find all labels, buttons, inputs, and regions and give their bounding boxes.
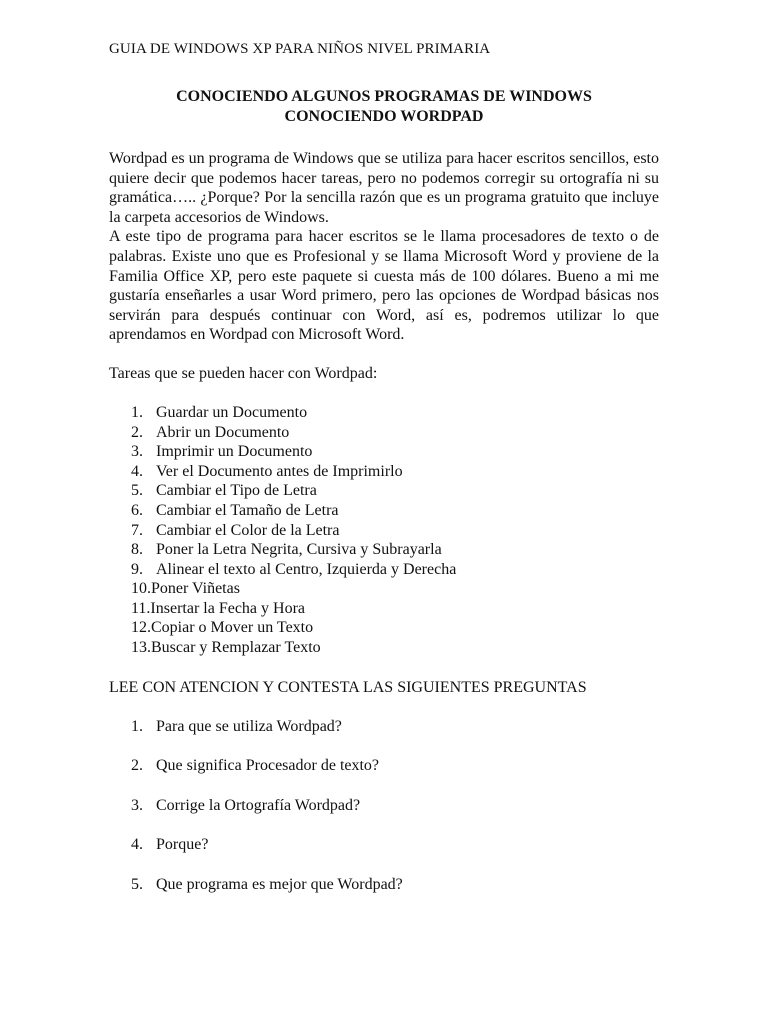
question-item: [109, 835, 659, 855]
intro-paragraph: [109, 149, 659, 345]
list-item: [109, 462, 659, 482]
list-item-number: 5.: [131, 482, 143, 500]
list-item-number: 12.: [131, 619, 151, 637]
list-item-text: Alinear el texto al Centro, Izquierda y Derecha: [156, 560, 457, 578]
intro-text-2: A este tipo de programa para hacer escritos se le llama procesadores de texto o de palabras. Existe uno que es Profesional y se llama Microsoft Word y proviene de la Familia Office XP, pero este paquete si cuesta más de 100 dólares. Bueno a mi me gustaría enseñarles a usar Word primero, pero las opciones de Wordpad básicas nos servirán para después continuar con Word, así es, podremos utilizar lo que aprendamos en Wordpad con Microsoft Word.: [109, 228, 659, 344]
list-item-number: 10.: [131, 580, 151, 598]
tasks-list: [109, 403, 659, 658]
list-item-text: Buscar y Remplazar Texto: [151, 639, 321, 657]
list-item: [109, 501, 659, 521]
list-item-number: 4.: [131, 462, 143, 480]
question-number: 5.: [131, 876, 143, 894]
question-item: [109, 875, 659, 895]
document-title: [109, 87, 659, 127]
list-item-text: Cambiar el Tamaño de Letra: [156, 501, 339, 519]
list-item: [109, 481, 659, 501]
questions-list: [109, 717, 659, 895]
question-item: [109, 796, 659, 816]
intro-text-1: Wordpad es un programa de Windows que se utiliza para hacer escritos sencillos, esto quiere decir que podemos hacer tareas, pero no podemos corregir su ortografía ni su gramática….. ¿Porque? Por la sencilla razón que es un programa gratuito que incluye la carpeta accesorios de Windows.: [109, 150, 659, 226]
list-item: [109, 599, 659, 619]
title-line-1: CONOCIENDO ALGUNOS PROGRAMAS DE WINDOWS: [176, 88, 592, 105]
list-item: [109, 560, 659, 580]
question-number: 3.: [131, 796, 143, 814]
list-item-text: Abrir un Documento: [156, 423, 290, 441]
list-item-number: 3.: [131, 443, 143, 461]
questions-heading: LEE CON ATENCION Y CONTESTA LAS SIGUIENTES PREGUNTAS: [109, 678, 587, 696]
question-number: 1.: [131, 717, 143, 735]
list-item-number: 9.: [131, 560, 143, 578]
list-item-text: Copiar o Mover un Texto: [151, 619, 314, 637]
list-item: [109, 618, 659, 638]
list-item: [109, 403, 659, 423]
list-item-text: Poner la Letra Negrita, Cursiva y Subrayarla: [156, 541, 442, 559]
question-text: Corrige la Ortografía Wordpad?: [156, 796, 361, 814]
list-item-text: Cambiar el Tipo de Letra: [156, 482, 317, 500]
question-number: 2.: [131, 757, 143, 775]
running-header: GUIA DE WINDOWS XP PARA NIÑOS NIVEL PRIMARIA: [109, 41, 491, 57]
question-text: Porque?: [156, 836, 209, 854]
list-item-text: Cambiar el Color de la Letra: [156, 521, 340, 539]
list-item: [109, 442, 659, 462]
list-item-number: 2.: [131, 423, 143, 441]
list-item-number: 6.: [131, 501, 143, 519]
list-item: [109, 423, 659, 443]
list-item: [109, 540, 659, 560]
question-item: [109, 756, 659, 776]
question-text: Para que se utiliza Wordpad?: [156, 717, 342, 735]
question-text: Que significa Procesador de texto?: [156, 757, 380, 775]
list-item-number: 7.: [131, 521, 143, 539]
list-item-text: Guardar un Documento: [156, 403, 308, 421]
list-item-number: 8.: [131, 541, 143, 559]
list-item: [109, 638, 659, 658]
question-number: 4.: [131, 836, 143, 854]
question-item: [109, 717, 659, 737]
tasks-heading: Tareas que se pueden hacer con Wordpad:: [109, 364, 378, 382]
list-item-number: 1.: [131, 403, 143, 421]
list-item: [109, 579, 659, 599]
list-item-text: Poner Viñetas: [151, 580, 240, 598]
list-item-text: Imprimir un Documento: [156, 443, 313, 461]
question-text: Que programa es mejor que Wordpad?: [156, 876, 403, 894]
title-line-2: CONOCIENDO WORDPAD: [284, 108, 484, 125]
list-item-text: Insertar la Fecha y Hora: [150, 599, 305, 617]
list-item-number: 13.: [131, 639, 151, 657]
list-item-text: Ver el Documento antes de Imprimirlo: [156, 462, 403, 480]
list-item: [109, 521, 659, 541]
list-item-number: 11.: [131, 599, 151, 617]
